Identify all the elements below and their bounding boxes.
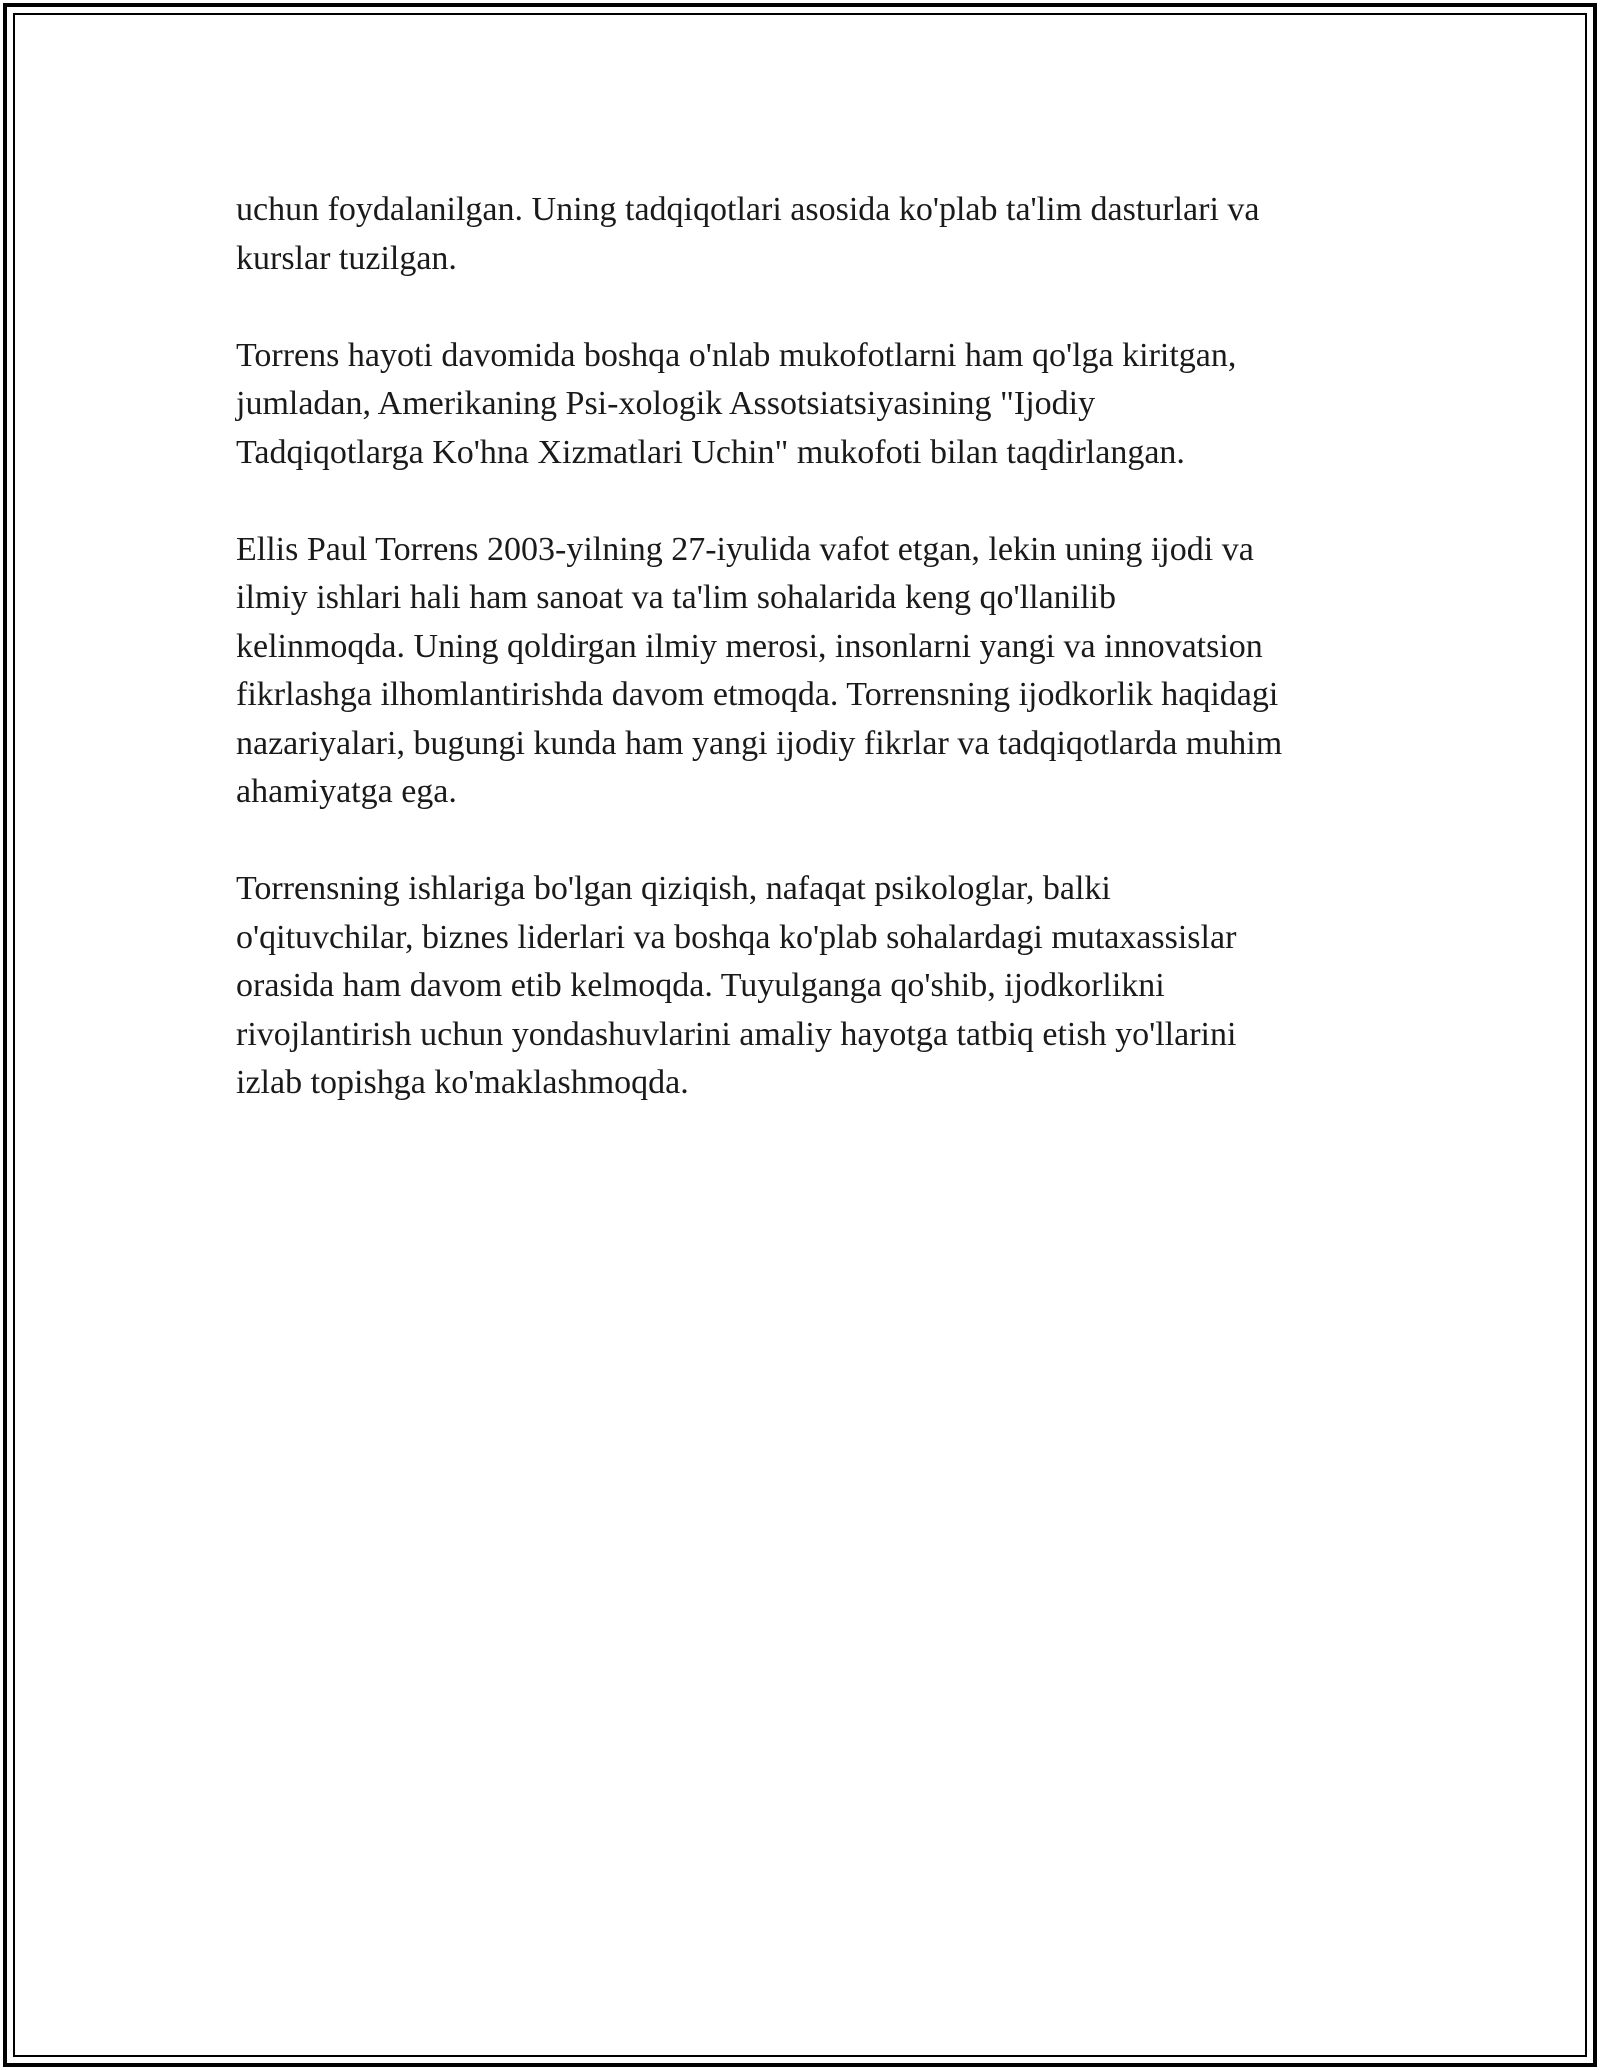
paragraph-1: uchun foydalanilgan. Uning tadqiqotlari asosida ko'plab ta'lim dasturlari va kurslar tuzilgan. <box>236 191 1260 277</box>
paragraph-2: Torrens hayoti davomida boshqa o'nlab mukofotlarni ham qo'lga kiritgan, jumladan, Amerikaning Psi-xologik Assotsiatsiyasining "Ijodiy Tadqiqotlarga Ko'hna Xizmatlari Uchin" mukofoti bilan taqdirlangan. <box>236 336 1237 471</box>
paragraph-4: Torrensning ishlariga bo'lgan qiziqish, nafaqat psikologlar, balki o'qituvchilar, biznes liderlari va boshqa ko'plab sohalardagi mutaxassislar orasida ham davom etib kelmoqda. Tuyulganga qo'shib, ijodkorlikni rivojlantirish uchun yondashuvlarini amaliy hayotga tatbiq etish yo'llarini izlab topishga ko'maklashmoqda. <box>236 870 1237 1101</box>
document-body <box>236 186 1376 1156</box>
paragraph-3: Ellis Paul Torrens 2003-yilning 27-iyulida vafot etgan, lekin uning ijodi va ilmiy ishlari hali ham sanoat va ta'lim sohalarida keng qo'llanilib kelinmoqda. Uning qoldirgan ilmiy merosi, insonlarni yangi va innovatsion fikrlashga ilhomlantirishda davom etmoqda. Torrensning ijodkorlik haqidagi nazariyalari, bugungi kunda ham yangi ijodiy fikrlar va tadqiqotlarda muhim ahamiyatga ega. <box>236 530 1283 810</box>
